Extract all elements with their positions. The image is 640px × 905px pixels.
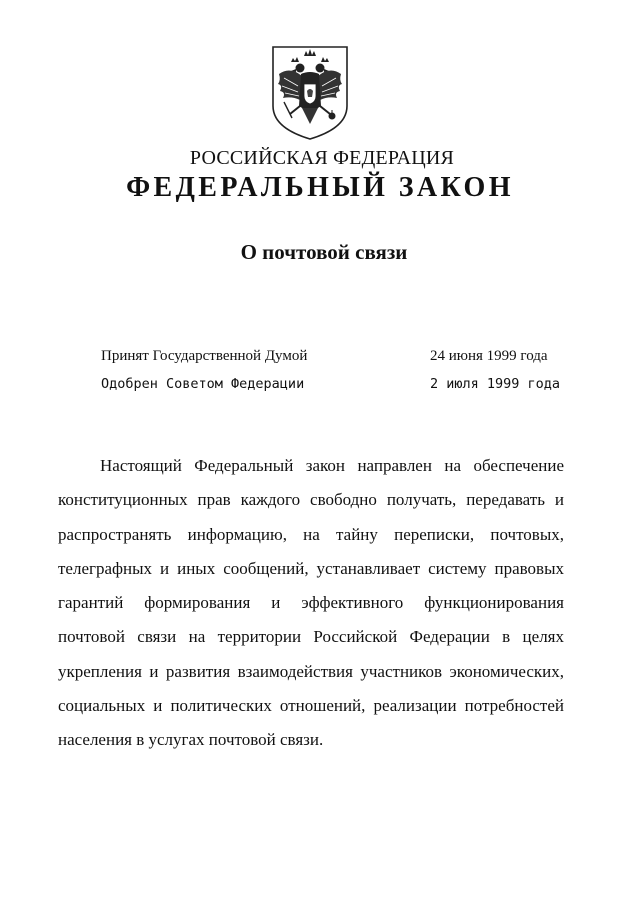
adoption-date: 24 июня 1999 года: [430, 348, 548, 364]
preamble-paragraph: Настоящий Федеральный закон направлен на обеспечение конституционных прав каждого свободно получать, передавать и распространять информацию, на тайну переписки, почтовых, телеграфных и иных сообщений, устанавливает систему правовых гарантий формирования и эффективного функционирования почтовой связи на территории Российской Федерации в целях укрепления и развития взаимодействия участников экономических, социальных и политических отношений, реализации потребностей населения в услугах почтовой связи.: [58, 456, 564, 750]
country-name: РОССИЙСКАЯ ФЕДЕРАЦИЯ: [189, 147, 455, 169]
adoption-label: Принят Государственной Думой: [101, 348, 308, 364]
law-type-heading: ФЕДЕРАЛЬНЫЙ ЗАКОН: [126, 172, 514, 203]
adoption-date: 2 июля 1999 года: [430, 376, 561, 392]
adoption-label: Одобрен Советом Федерации: [101, 376, 305, 392]
law-title: О почтовой связи: [240, 240, 408, 264]
russian-coat-of-arms-icon: [270, 44, 350, 142]
